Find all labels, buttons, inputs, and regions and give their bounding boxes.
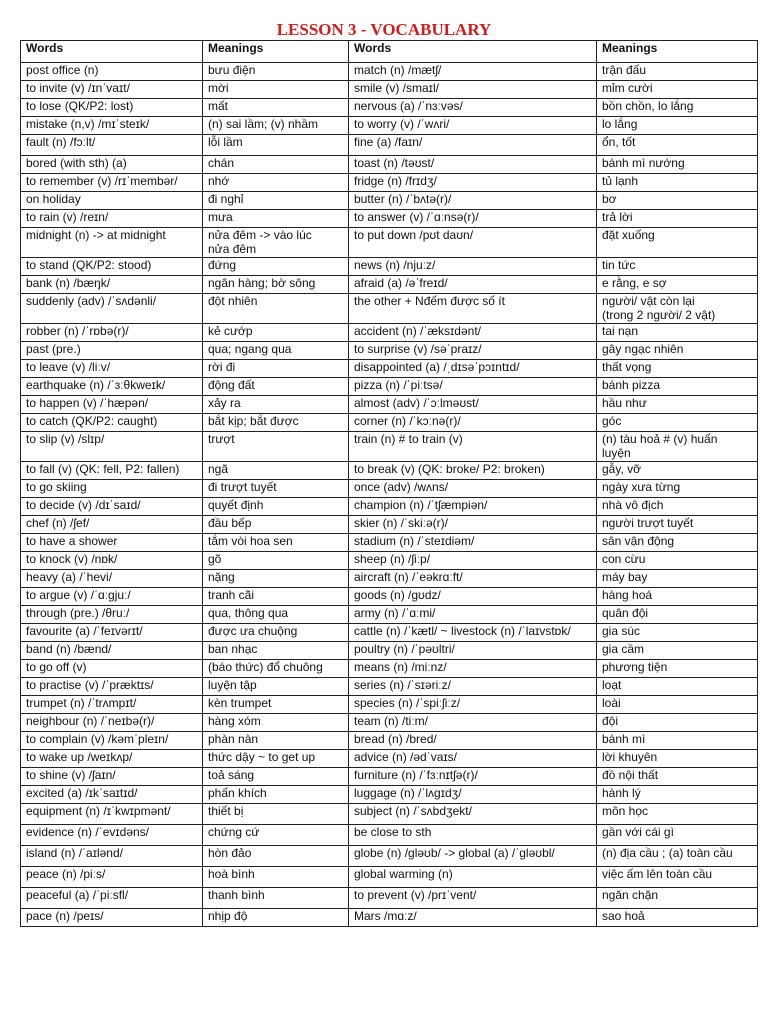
- table-row: [21, 768, 758, 786]
- word-cell: species (n) /ˈspiːʃiːz/: [349, 696, 597, 714]
- word-cell: aircraft (n) /ˈeəkrɑːft/: [349, 570, 597, 588]
- meaning-cell: nặng: [203, 570, 349, 588]
- meaning-cell: đặt xuống: [597, 228, 758, 258]
- word-cell: excited (a) /ɪkˈsaɪtɪd/: [21, 786, 203, 804]
- word-cell: neighbour (n) /ˈneɪbə(r)/: [21, 714, 203, 732]
- meaning-cell: bồn chồn, lo lắng: [597, 99, 758, 117]
- word-cell: to slip (v) /slɪp/: [21, 432, 203, 462]
- word-cell: bank (n) /bæŋk/: [21, 276, 203, 294]
- table-row: [21, 804, 758, 825]
- meaning-cell: (n) tàu hoả # (v) huấn luyện: [597, 432, 758, 462]
- meaning-cell: hành lý: [597, 786, 758, 804]
- word-cell: pace (n) /peɪs/: [21, 909, 203, 927]
- word-cell: advice (n) /ədˈvaɪs/: [349, 750, 597, 768]
- header-words-2: Words: [349, 41, 597, 63]
- meaning-cell: loạt: [597, 678, 758, 696]
- header-meanings-2: Meanings: [597, 41, 758, 63]
- meaning-cell: chán: [203, 156, 349, 174]
- word-cell: goods (n) /gʊdz/: [349, 588, 597, 606]
- word-cell: once (adv) /wʌns/: [349, 480, 597, 498]
- page-title: LESSON 3 - VOCABULARY: [276, 20, 492, 39]
- table-row: [21, 696, 758, 714]
- word-cell: fault (n) /fɔːlt/: [21, 135, 203, 156]
- word-cell: suddenly (adv) /ˈsʌdənli/: [21, 294, 203, 324]
- meaning-cell: bánh mì nướng: [597, 156, 758, 174]
- word-cell: poultry (n) /ˈpəʊltri/: [349, 642, 597, 660]
- table-row: [21, 378, 758, 396]
- table-row: [21, 342, 758, 360]
- table-row: [21, 678, 758, 696]
- table-row: [21, 276, 758, 294]
- meaning-cell: luyện tập: [203, 678, 349, 696]
- meaning-cell: lỗi lầm: [203, 135, 349, 156]
- meaning-cell: gây ngạc nhiên: [597, 342, 758, 360]
- meaning-cell: (n) địa cầu ; (a) toàn cầu: [597, 846, 758, 867]
- table-row: [21, 534, 758, 552]
- table-row: [21, 99, 758, 117]
- word-cell: nervous (a) /ˈnɜːvəs/: [349, 99, 597, 117]
- table-row: [21, 588, 758, 606]
- word-cell: bread (n) /bred/: [349, 732, 597, 750]
- word-cell: on holiday: [21, 192, 203, 210]
- word-cell: through (pre.) /θruː/: [21, 606, 203, 624]
- word-cell: butter (n) /ˈbʌtə(r)/: [349, 192, 597, 210]
- meaning-cell: ngã: [203, 462, 349, 480]
- meaning-cell: tắm vòi hoa sen: [203, 534, 349, 552]
- word-cell: means (n) /miːnz/: [349, 660, 597, 678]
- table-row: [21, 228, 758, 258]
- meaning-cell: chứng cứ: [203, 825, 349, 846]
- table-row: [21, 642, 758, 660]
- table-row: [21, 210, 758, 228]
- meaning-cell: hàng xóm: [203, 714, 349, 732]
- word-cell: bored (with sth) (a): [21, 156, 203, 174]
- word-cell: series (n) /ˈsɪəriːz/: [349, 678, 597, 696]
- table-row: [21, 135, 758, 156]
- meaning-cell: hầu như: [597, 396, 758, 414]
- table-row: [21, 81, 758, 99]
- meaning-cell: phương tiện: [597, 660, 758, 678]
- word-cell: to surprise (v) /səˈpraɪz/: [349, 342, 597, 360]
- word-cell: luggage (n) /ˈlʌgɪdʒ/: [349, 786, 597, 804]
- table-row: [21, 462, 758, 480]
- meaning-cell: bắt kịp; bắt được: [203, 414, 349, 432]
- word-cell: to fall (v) (QK: fell, P2: fallen): [21, 462, 203, 480]
- word-cell: fridge (n) /frɪdʒ/: [349, 174, 597, 192]
- vocabulary-rows: [21, 63, 758, 927]
- meaning-cell: e rằng, e sợ: [597, 276, 758, 294]
- word-cell: robber (n) /ˈrɒbə(r)/: [21, 324, 203, 342]
- word-cell: to shine (v) /ʃaɪn/: [21, 768, 203, 786]
- table-row: [21, 192, 758, 210]
- word-cell: post office (n): [21, 63, 203, 81]
- meaning-cell: nhịp độ: [203, 909, 349, 927]
- word-cell: toast (n) /təʊst/: [349, 156, 597, 174]
- word-cell: team (n) /tiːm/: [349, 714, 597, 732]
- word-cell: to practise (v) /ˈpræktɪs/: [21, 678, 203, 696]
- table-row: [21, 117, 758, 135]
- table-row: [21, 396, 758, 414]
- word-cell: pizza (n) /ˈpiːtsə/: [349, 378, 597, 396]
- word-cell: accident (n) /ˈæksɪdənt/: [349, 324, 597, 342]
- word-cell: to go skiing: [21, 480, 203, 498]
- meaning-cell: tủ lạnh: [597, 174, 758, 192]
- word-cell: favourite (a) /ˈfeɪvərɪt/: [21, 624, 203, 642]
- header-words-1: Words: [21, 41, 203, 63]
- word-cell: stadium (n) /ˈsteɪdiəm/: [349, 534, 597, 552]
- meaning-cell: bưu điện: [203, 63, 349, 81]
- meaning-cell: thanh bình: [203, 888, 349, 909]
- meaning-cell: nhớ: [203, 174, 349, 192]
- word-cell: to wake up /weɪkʌp/: [21, 750, 203, 768]
- table-row: [21, 606, 758, 624]
- meaning-cell: nửa đêm -> vào lúc nửa đêm: [203, 228, 349, 258]
- meaning-cell: kẻ cướp: [203, 324, 349, 342]
- word-cell: band (n) /bænd/: [21, 642, 203, 660]
- meaning-cell: hoà bình: [203, 867, 349, 888]
- word-cell: to go off (v): [21, 660, 203, 678]
- word-cell: to happen (v) /ˈhæpən/: [21, 396, 203, 414]
- table-row: [21, 480, 758, 498]
- word-cell: past (pre.): [21, 342, 203, 360]
- meaning-cell: mời: [203, 81, 349, 99]
- table-row: [21, 888, 758, 909]
- meaning-cell: trượt: [203, 432, 349, 462]
- meaning-cell: ngăn chặn: [597, 888, 758, 909]
- table-row: [21, 570, 758, 588]
- table-row: [21, 732, 758, 750]
- table-row: [21, 174, 758, 192]
- table-row: [21, 660, 758, 678]
- word-cell: almost (adv) /ˈɔːlməʊst/: [349, 396, 597, 414]
- meaning-cell: người/ vật còn lại (trong 2 người/ 2 vật): [597, 294, 758, 324]
- table-row: [21, 414, 758, 432]
- meaning-cell: bánh mì: [597, 732, 758, 750]
- meaning-cell: đi nghỉ: [203, 192, 349, 210]
- table-row: [21, 498, 758, 516]
- word-cell: to lose (QK/P2: lost): [21, 99, 203, 117]
- meaning-cell: đứng: [203, 258, 349, 276]
- meaning-cell: sân vận động: [597, 534, 758, 552]
- meaning-cell: tranh cãi: [203, 588, 349, 606]
- table-row: [21, 909, 758, 927]
- meaning-cell: qua; ngang qua: [203, 342, 349, 360]
- word-cell: equipment (n) /ɪˈkwɪpmənt/: [21, 804, 203, 825]
- meaning-cell: hàng hoá: [597, 588, 758, 606]
- table-row: [21, 294, 758, 324]
- meaning-cell: qua, thông qua: [203, 606, 349, 624]
- meaning-cell: trả lời: [597, 210, 758, 228]
- word-cell: match (n) /mætʃ/: [349, 63, 597, 81]
- meaning-cell: quân đội: [597, 606, 758, 624]
- meaning-cell: lời khuyên: [597, 750, 758, 768]
- meaning-cell: hòn đảo: [203, 846, 349, 867]
- meaning-cell: ngân hàng; bờ sông: [203, 276, 349, 294]
- word-cell: midnight (n) -> at midnight: [21, 228, 203, 258]
- word-cell: sheep (n) /ʃiːp/: [349, 552, 597, 570]
- meaning-cell: gia súc: [597, 624, 758, 642]
- table-row: [21, 63, 758, 81]
- word-cell: subject (n) /ˈsʌbdʒekt/: [349, 804, 597, 825]
- meaning-cell: mất: [203, 99, 349, 117]
- header-meanings-1: Meanings: [203, 41, 349, 63]
- table-header-row: [21, 41, 758, 63]
- table-row: [21, 552, 758, 570]
- word-cell: the other + Nđếm được số ít: [349, 294, 597, 324]
- table-row: [21, 258, 758, 276]
- meaning-cell: góc: [597, 414, 758, 432]
- word-cell: to remember (v) /rɪˈmembər/: [21, 174, 203, 192]
- meaning-cell: người trượt tuyết: [597, 516, 758, 534]
- meaning-cell: đội: [597, 714, 758, 732]
- meaning-cell: môn học: [597, 804, 758, 825]
- table-row: [21, 750, 758, 768]
- word-cell: disappointed (a) /ˌdɪsəˈpɔɪntɪd/: [349, 360, 597, 378]
- meaning-cell: gõ: [203, 552, 349, 570]
- meaning-cell: đầu bếp: [203, 516, 349, 534]
- meaning-cell: bánh pizza: [597, 378, 758, 396]
- meaning-cell: mưa: [203, 210, 349, 228]
- meaning-cell: loài: [597, 696, 758, 714]
- word-cell: skier (n) /ˈskiːə(r)/: [349, 516, 597, 534]
- meaning-cell: trận đấu: [597, 63, 758, 81]
- meaning-cell: thất vọng: [597, 360, 758, 378]
- meaning-cell: phấn khích: [203, 786, 349, 804]
- word-cell: to invite (v) /ɪnˈvaɪt/: [21, 81, 203, 99]
- meaning-cell: ban nhạc: [203, 642, 349, 660]
- word-cell: smile (v) /smaɪl/: [349, 81, 597, 99]
- word-cell: to rain (v) /reɪn/: [21, 210, 203, 228]
- word-cell: to answer (v) /ˈɑːnsə(r)/: [349, 210, 597, 228]
- table-row: [21, 825, 758, 846]
- table-row: [21, 624, 758, 642]
- meaning-cell: đột nhiên: [203, 294, 349, 324]
- meaning-cell: gần với cái gì: [597, 825, 758, 846]
- word-cell: to have a shower: [21, 534, 203, 552]
- word-cell: to decide (v) /dɪˈsaɪd/: [21, 498, 203, 516]
- meaning-cell: thức dậy ~ to get up: [203, 750, 349, 768]
- word-cell: champion (n) /ˈtʃæmpiən/: [349, 498, 597, 516]
- meaning-cell: con cừu: [597, 552, 758, 570]
- table-row: [21, 516, 758, 534]
- word-cell: to catch (QK/P2: caught): [21, 414, 203, 432]
- table-row: [21, 432, 758, 462]
- word-cell: to argue (v) /ˈɑːgjuː/: [21, 588, 203, 606]
- word-cell: to knock (v) /nɒk/: [21, 552, 203, 570]
- meaning-cell: tai nạn: [597, 324, 758, 342]
- meaning-cell: lo lắng: [597, 117, 758, 135]
- meaning-cell: bơ: [597, 192, 758, 210]
- meaning-cell: động đất: [203, 378, 349, 396]
- meaning-cell: máy bay: [597, 570, 758, 588]
- word-cell: to prevent (v) /prɪˈvent/: [349, 888, 597, 909]
- word-cell: chef (n) /ʃef/: [21, 516, 203, 534]
- word-cell: evidence (n) /ˈevɪdəns/: [21, 825, 203, 846]
- meaning-cell: gẫy, vỡ: [597, 462, 758, 480]
- word-cell: cattle (n) /ˈkætl/ ~ livestock (n) /ˈlaɪvstɒk/: [349, 624, 597, 642]
- meaning-cell: sao hoả: [597, 909, 758, 927]
- meaning-cell: rời đi: [203, 360, 349, 378]
- word-cell: train (n) # to train (v): [349, 432, 597, 462]
- meaning-cell: ổn, tốt: [597, 135, 758, 156]
- meaning-cell: thiết bị: [203, 804, 349, 825]
- meaning-cell: đồ nội thất: [597, 768, 758, 786]
- word-cell: to put down /pʊt daʊn/: [349, 228, 597, 258]
- meaning-cell: kèn trumpet: [203, 696, 349, 714]
- meaning-cell: phàn nàn: [203, 732, 349, 750]
- word-cell: island (n) /ˈaɪlənd/: [21, 846, 203, 867]
- word-cell: peace (n) /piːs/: [21, 867, 203, 888]
- table-row: [21, 156, 758, 174]
- word-cell: fine (a) /faɪn/: [349, 135, 597, 156]
- word-cell: army (n) /ˈɑːmi/: [349, 606, 597, 624]
- word-cell: to complain (v) /kəmˈpleɪn/: [21, 732, 203, 750]
- word-cell: heavy (a) /ˈhevi/: [21, 570, 203, 588]
- word-cell: earthquake (n) /ˈɜːθkweɪk/: [21, 378, 203, 396]
- table-row: [21, 867, 758, 888]
- word-cell: Mars /mɑːz/: [349, 909, 597, 927]
- word-cell: furniture (n) /ˈfɜːnɪtʃə(r)/: [349, 768, 597, 786]
- word-cell: to stand (QK/P2: stood): [21, 258, 203, 276]
- word-cell: news (n) /njuːz/: [349, 258, 597, 276]
- table-row: [21, 360, 758, 378]
- table-row: [21, 786, 758, 804]
- table-row: [21, 714, 758, 732]
- word-cell: global warming (n): [349, 867, 597, 888]
- word-cell: afraid (a) /əˈfreɪd/: [349, 276, 597, 294]
- word-cell: to break (v) (QK: broke/ P2: broken): [349, 462, 597, 480]
- meaning-cell: gia cầm: [597, 642, 758, 660]
- meaning-cell: toả sáng: [203, 768, 349, 786]
- meaning-cell: việc ấm lên toàn cầu: [597, 867, 758, 888]
- meaning-cell: nhà vô địch: [597, 498, 758, 516]
- table-row: [21, 846, 758, 867]
- meaning-cell: (báo thức) đổ chuông: [203, 660, 349, 678]
- word-cell: peaceful (a) /ˈpiːsfl/: [21, 888, 203, 909]
- meaning-cell: (n) sai lầm; (v) nhầm: [203, 117, 349, 135]
- word-cell: mistake (n,v) /mɪˈsteɪk/: [21, 117, 203, 135]
- meaning-cell: đi trượt tuyết: [203, 480, 349, 498]
- meaning-cell: ngày xưa từng: [597, 480, 758, 498]
- meaning-cell: được ưa chuộng: [203, 624, 349, 642]
- meaning-cell: xảy ra: [203, 396, 349, 414]
- meaning-cell: quyết định: [203, 498, 349, 516]
- word-cell: be close to sth: [349, 825, 597, 846]
- table-row: [21, 324, 758, 342]
- meaning-cell: tin tức: [597, 258, 758, 276]
- word-cell: to worry (v) /ˈwʌri/: [349, 117, 597, 135]
- meaning-cell: mỉm cười: [597, 81, 758, 99]
- word-cell: globe (n) /gləʊb/ -> global (a) /ˈgləʊbl/: [349, 846, 597, 867]
- word-cell: to leave (v) /liːv/: [21, 360, 203, 378]
- word-cell: trumpet (n) /ˈtrʌmpɪt/: [21, 696, 203, 714]
- word-cell: corner (n) /ˈkɔːnə(r)/: [349, 414, 597, 432]
- vocabulary-table: [20, 40, 758, 927]
